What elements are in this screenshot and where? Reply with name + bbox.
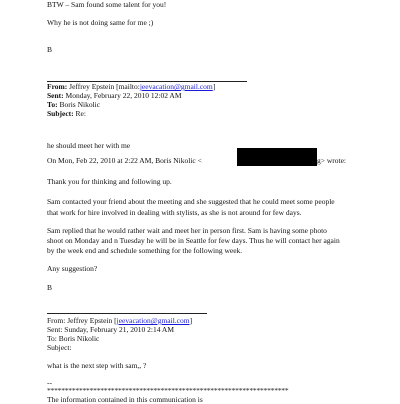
header1-to: [47, 100, 100, 109]
top-signature: B: [47, 45, 53, 54]
header1-subject: [47, 109, 86, 118]
body1-quote-tail: g> wrote:: [317, 156, 347, 165]
header1-to-label: To:: [47, 100, 58, 109]
body2-dashes: --: [47, 378, 52, 387]
header1-to-value: Boris Nikolic: [57, 100, 101, 109]
top-line-2: Why he is not doing same for me ;): [47, 18, 154, 27]
body1-paragraph-3a: Sam replied that he would rather wait and meet her in person first. Sam is having some photo: [47, 226, 327, 235]
body1-paragraph-2b: that work for hire involved in dealing with stylists, as she is not around for few days.: [47, 208, 302, 217]
body2-stars: ********************************************************************: [47, 386, 289, 395]
header2-sent: Sent: Sunday, February 21, 2010 2:14 AM: [47, 325, 175, 334]
header2-from-text: From: Jeffrey Epstein [: [47, 316, 117, 325]
header2-subject: Subject:: [47, 343, 72, 352]
header1-from: [47, 82, 215, 91]
header-divider-2: [47, 313, 207, 314]
header1-sent-label: Sent:: [47, 91, 64, 100]
header1-sent-value: Monday, February 22, 2010 12:02 AM: [63, 91, 182, 100]
header1-from-close: ]: [212, 82, 216, 91]
body1-signature: B: [47, 283, 53, 292]
top-line-1: BTW – Sam found some talent for you!: [47, 0, 167, 9]
body1-paragraph-3b: shoot on Monday and n Tuesday he will be in Seattle for few days. Thus he will contact her again: [47, 236, 340, 245]
body1-paragraph-4: Any suggestion?: [47, 264, 98, 273]
header2-from-email-link[interactable]: jeevacation@gmail.com: [116, 316, 190, 325]
header1-subject-label: Subject:: [47, 109, 74, 118]
body1-paragraph-1: Thank you for thinking and following up.: [47, 177, 172, 186]
header1-from-label: From:: [47, 82, 68, 91]
redaction-box: [237, 148, 317, 166]
header2-from-close: ]: [189, 316, 193, 325]
body1-paragraph-3c: by the week end and schedule something for the following week.: [47, 246, 243, 255]
header1-from-email-link[interactable]: jeevacation@gmail.com: [139, 82, 213, 91]
body2-footer: The information contained in this communication is: [47, 395, 203, 404]
header2-from: [47, 316, 192, 325]
header2-to: To: Boris Nikolic: [47, 334, 100, 343]
header1-from-name: Jeffrey Epstein [mailto:: [67, 82, 140, 91]
body1-paragraph-2a: Sam contacted your friend about the meeting and she suggested that he could meet some people: [47, 197, 335, 206]
body1-quote-intro: On Mon, Feb 22, 2010 at 2:22 AM, Boris Nikolic <: [47, 156, 202, 165]
body1-line-1: he should meet her with me: [47, 141, 131, 150]
header1-subject-value: Re:: [73, 109, 86, 118]
body2-line-1: what is the next step with sam,, ?: [47, 361, 147, 370]
header1-sent: [47, 91, 182, 100]
